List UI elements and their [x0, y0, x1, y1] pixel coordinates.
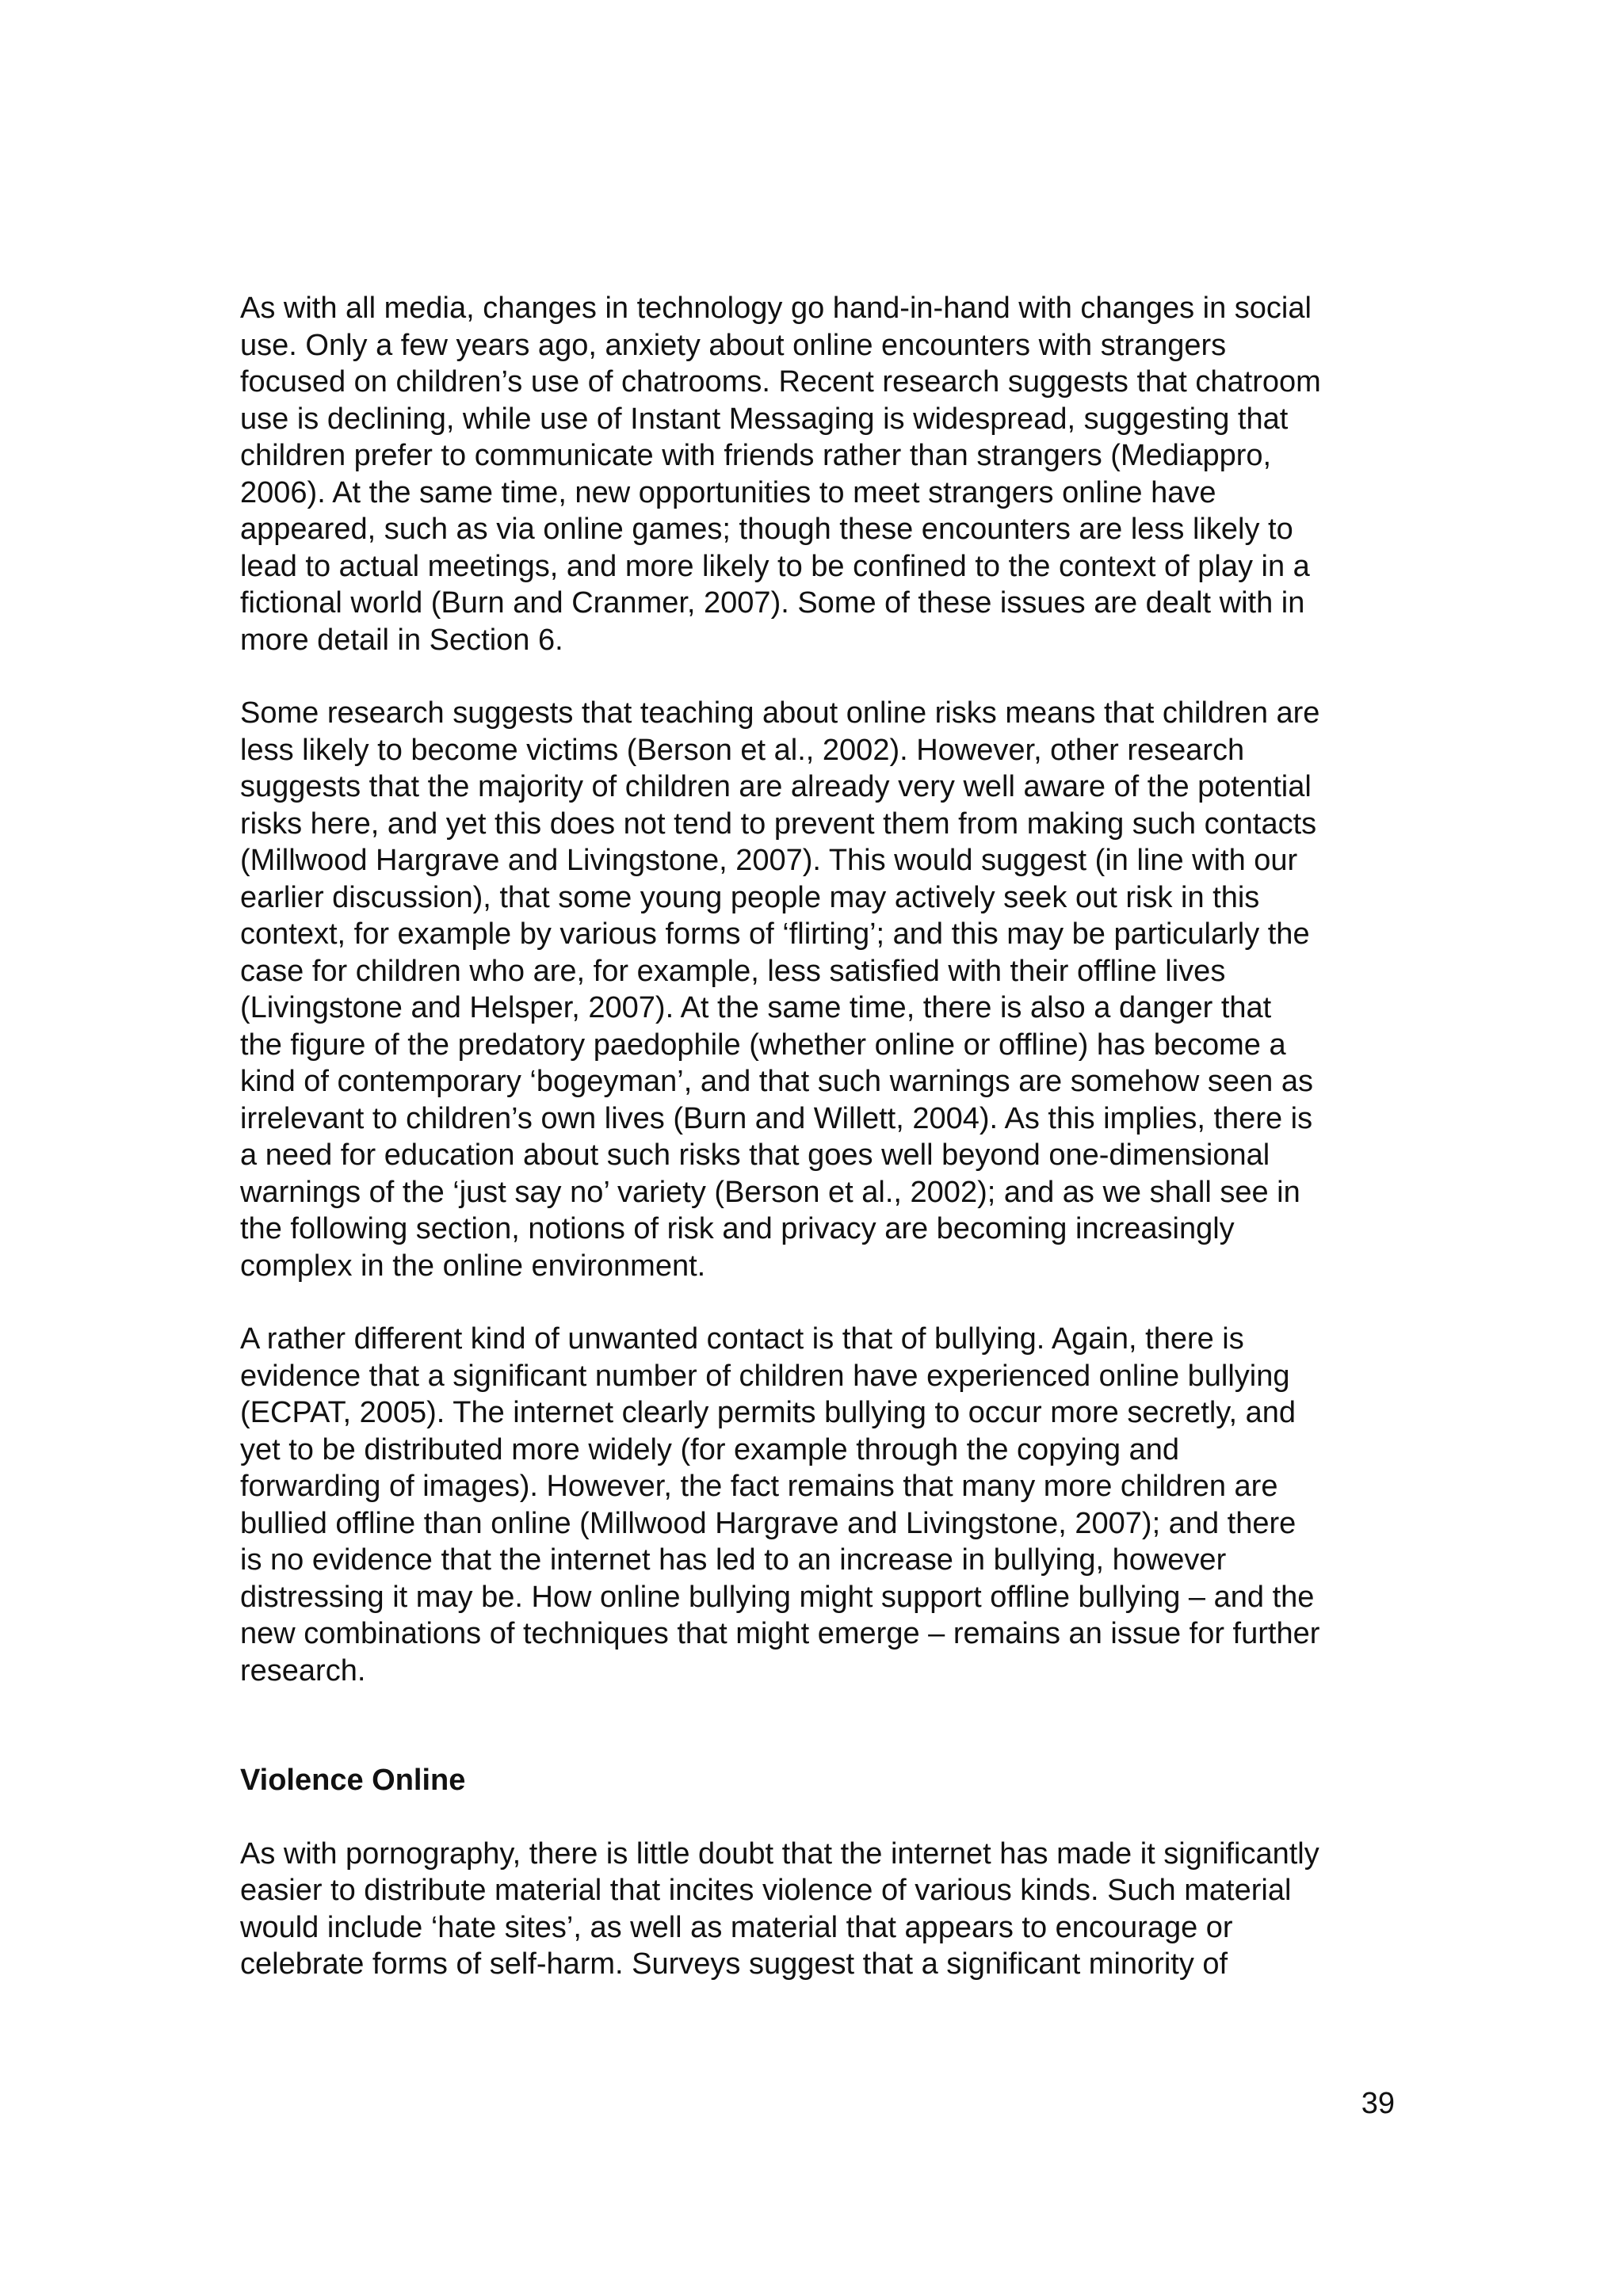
- paragraph-violence: As with pornography, there is little doubt that the internet has made it significantly easier to distribute material that incites violence of various kinds. Such material would include ‘hate sites’, as well as material that appears to encourage or celebrate forms of self-harm. Surveys suggest that a significant minority of: [240, 1836, 1319, 1981]
- section-heading: Violence Online: [240, 1764, 466, 1797]
- paragraph-online-risks: Some research suggests that teaching about online risks means that children are less likely to become victims (Berson et al., 2002). However, other research suggests that the majority of children are already very well aware of the potential risks here, and yet this does not tend to prevent them from making such contacts (Millwood Hargrave and Livingstone, 2007). This would suggest (in line with our earlier discussion), that some young people may actively seek out risk in this context, for example by various forms of ‘flirting’; and this may be particularly the case for children who are, for example, less satisfied with their offline lives (Livingstone and Helsper, 2007). At the same time, there is also a danger that the figure of the predatory paedophile (whether online or offline) has become a kind of contemporary ‘bogeyman’, and that such warnings are somehow seen as irrelevant to children’s own lives (Burn and Willett, 2004). As this implies, there is a need for education about such risks that goes well beyond one-dimensional warnings of the ‘just say no’ variety (Berson et al., 2002); and as we shall see in the following section, notions of risk and privacy are becoming increasingly complex in the online environment.: [240, 696, 1320, 1283]
- paragraph-bullying: A rather different kind of unwanted contact is that of bullying. Again, there is evidence that a significant number of children have experienced online bullying (ECPAT, 2005). The internet clearly permits bullying to occur more secretly, and yet to be distributed more widely (for example through the copying and forwarding of images). However, the fact remains that many more children are bullied offline than online (Millwood Hargrave and Livingstone, 2007); and there is no evidence that the internet has led to an increase in bullying, however distressing it may be. How online bullying might support offline bullying – and the new combinations of techniques that might emerge – remains an issue for further research.: [240, 1322, 1320, 1688]
- paragraph-social-use: As with all media, changes in technology go hand-in-hand with changes in social use. Only a few years ago, anxiety about online encounters with strangers focused on children’s use of chatrooms. Recent research suggests that chatroom use is declining, while use of Instant Messaging is widespread, suggesting that children prefer to communicate with friends rather than strangers (Mediappro, 2006). At the same time, new opportunities to meet strangers online have appeared, such as via online games; though these encounters are less likely to lead to actual meetings, and more likely to be confined to the context of play in a fictional world (Burn and Cranmer, 2007). Some of these issues are dealt with in more detail in Section 6.: [240, 292, 1321, 657]
- page-content: [240, 290, 1397, 2019]
- page-number: 39: [1361, 2087, 1395, 2120]
